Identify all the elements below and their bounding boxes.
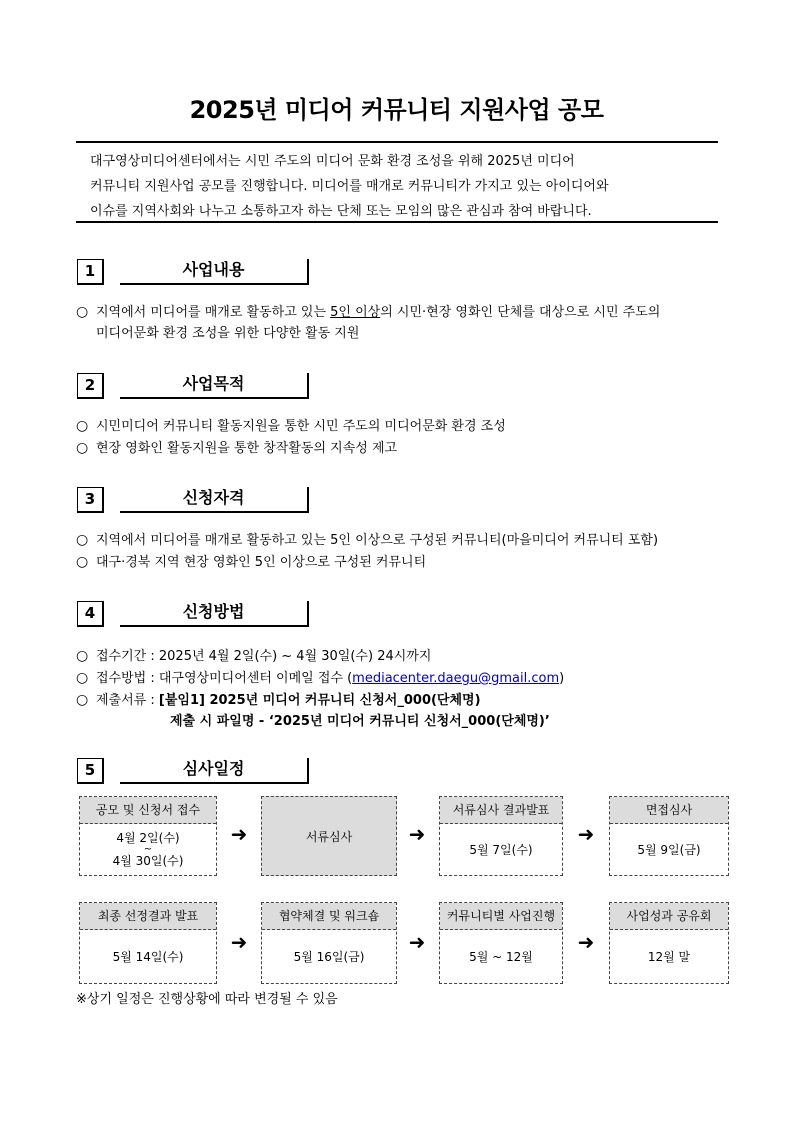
bullet-circle-icon: ○ [76, 304, 89, 320]
filename-rule: 제출 시 파일명 - ‘2025년 미디어 커뮤니티 신청서_000(단체명)’ [170, 714, 550, 729]
arrow-right-icon: ➜ [408, 822, 426, 846]
arrow-right-icon: ➜ [230, 822, 248, 846]
arrow-right-icon: ➜ [408, 930, 426, 954]
schedule-box [439, 902, 563, 984]
intro-box [76, 141, 718, 223]
schedule-box [609, 902, 729, 984]
bullet-circle-icon: ○ [76, 648, 89, 664]
schedule-note: ※상기 일정은 진행상황에 따라 변경될 수 있음 [76, 992, 338, 1007]
section-title: 사업내용 [120, 259, 309, 285]
bullet-circle-icon: ○ [76, 554, 89, 570]
schedule-box-head: 공모 및 신청서 접수 [80, 797, 216, 824]
bullet-circle-icon: ○ [76, 670, 89, 686]
required-documents: ○ 제출서류 : [붙임1] 2025년 미디어 커뮤니티 신청서_000(단체명) [76, 689, 481, 712]
arrow-right-icon: ➜ [577, 930, 595, 954]
schedule-box-head: 협약체결 및 워크숍 [262, 903, 396, 930]
arrow-right-icon: ➜ [577, 822, 595, 846]
schedule-box: 서류심사 [261, 796, 397, 876]
intro-line: 커뮤니티 지원사업 공모를 진행합니다. 미디어를 매개로 커뮤니티가 가지고 있는 아이디어와 [90, 179, 609, 194]
underlined-text: 5인 이상 [330, 305, 381, 320]
email-link[interactable]: mediacenter.daegu@gmail.com [352, 671, 560, 686]
section-number: 5 [77, 758, 104, 784]
arrow-right-icon: ➜ [230, 930, 248, 954]
schedule-box [79, 902, 217, 984]
schedule-box [609, 796, 729, 876]
schedule-box-head: 최종 선정결과 발표 [80, 903, 216, 930]
bullet-circle-icon: ○ [76, 418, 89, 434]
page-title: 2025년 미디어 커뮤니티 지원사업 공모 [189, 96, 604, 124]
schedule-box-head: 사업성과 공유회 [610, 903, 728, 930]
schedule-box-body: 5월 ~ 12월 [469, 949, 533, 964]
schedule-box-head: 커뮤니티별 사업진행 [440, 903, 562, 930]
section-2-item: ○ 시민미디어 커뮤니티 활동지원을 통한 시민 주도의 미디어문화 환경 조성 [76, 415, 506, 438]
section-3-item: ○ 대구·경북 지역 현장 영화인 5인 이상으로 구성된 커뮤니티 [76, 551, 426, 574]
application-period: ○ 접수기간 : 2025년 4월 2일(수) ~ 4월 30일(수) 24시까지 [76, 645, 431, 668]
schedule-box-head: 서류심사 결과발표 [440, 797, 562, 824]
section-number: 1 [77, 259, 104, 285]
intro-line: 이슈를 지역사회와 나누고 소통하고자 하는 단체 또는 모임의 많은 관심과 참여 바랍니다. [90, 204, 592, 219]
section-title: 심사일정 [120, 758, 309, 784]
schedule-box [79, 796, 217, 876]
bullet-circle-icon: ○ [76, 692, 89, 708]
schedule-box-body: 5월 7일(수) [469, 842, 533, 857]
section-title: 신청방법 [120, 601, 309, 627]
section-number: 4 [77, 601, 104, 627]
bullet-circle-icon: ○ [76, 532, 89, 548]
section-1-item-cont: 미디어문화 환경 조성을 위한 다양한 활동 지원 [96, 326, 360, 341]
application-method: ○ 접수방법 : 대구영상미디어센터 이메일 접수 (mediacenter.daegu@gmail.com) [76, 667, 564, 690]
schedule-box [439, 796, 563, 876]
section-title: 신청자격 [120, 487, 309, 513]
section-title: 사업목적 [120, 373, 309, 399]
schedule-box-body: 12월 말 [647, 949, 691, 964]
schedule-box [261, 902, 397, 984]
section-number: 2 [77, 373, 104, 399]
schedule-box-body: 5월 9일(금) [637, 842, 701, 857]
intro-line: 대구영상미디어센터에서는 시민 주도의 미디어 문화 환경 조성을 위해 2025년 미디어 [90, 154, 575, 169]
schedule-box-body: 5월 14일(수) [112, 949, 184, 964]
bullet-circle-icon: ○ [76, 440, 89, 456]
section-3-item: ○ 지역에서 미디어를 매개로 활동하고 있는 5인 이상으로 구성된 커뮤니티(마을미디어 커뮤니티 포함) [76, 529, 658, 552]
schedule-box-body: 5월 16일(금) [293, 949, 365, 964]
section-2-item: ○ 현장 영화인 활동지원을 통한 창작활동의 지속성 제고 [76, 437, 397, 460]
section-number: 3 [77, 487, 104, 513]
schedule-box-head: 면접심사 [610, 797, 728, 824]
schedule-box-body: 4월 2일(수) ~ 4월 30일(수) [112, 831, 184, 868]
section-1-item: ○ 지역에서 미디어를 매개로 활동하고 있는 5인 이상의 시민·현장 영화인 단체를 대상으로 시민 주도의 [76, 301, 660, 324]
